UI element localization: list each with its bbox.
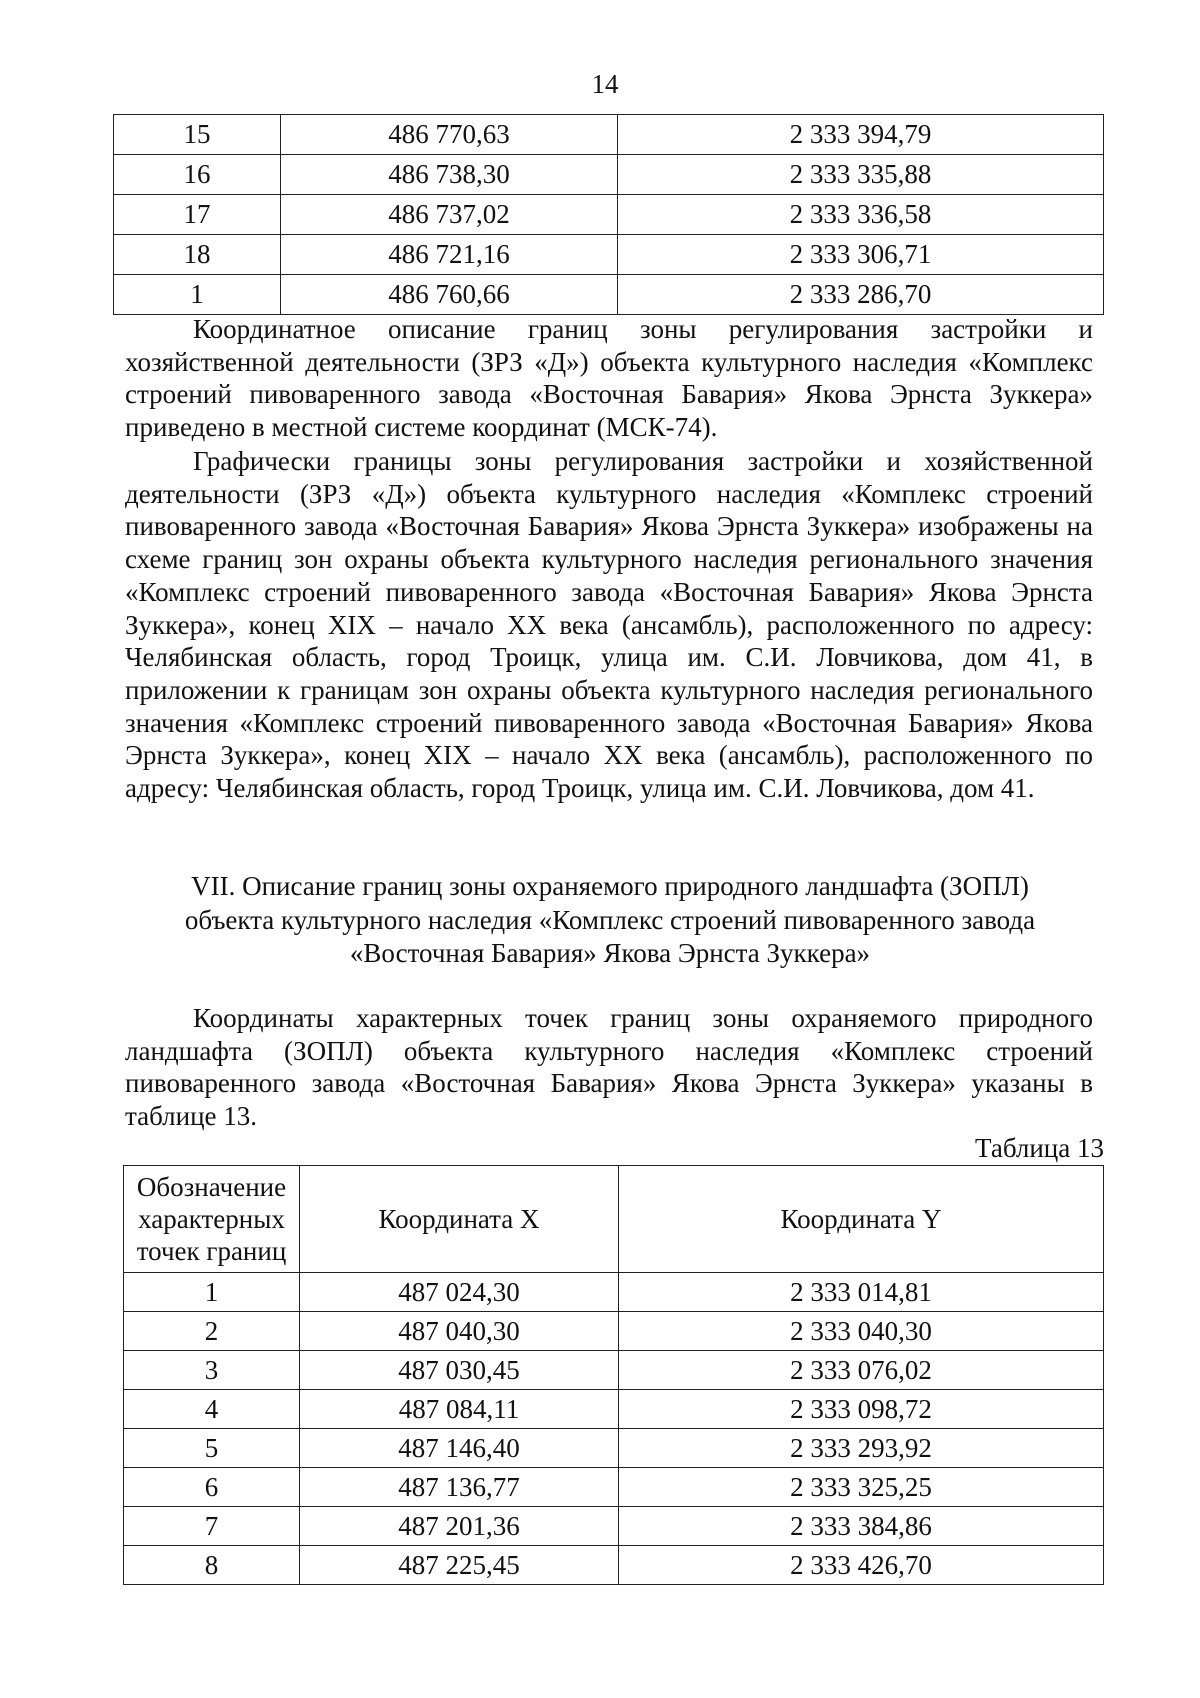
table-row: [124, 1351, 1104, 1390]
point-cell: 15: [114, 115, 281, 155]
y-coordinate-cell: 2 333 426,70: [619, 1546, 1104, 1585]
point-cell: 17: [114, 195, 281, 235]
y-coordinate-cell: 2 333 293,92: [619, 1429, 1104, 1468]
y-coordinate-cell: 2 333 286,70: [618, 275, 1104, 315]
point-cell: 5: [124, 1429, 300, 1468]
y-coordinate-cell: 2 333 098,72: [619, 1390, 1104, 1429]
point-cell: 16: [114, 155, 281, 195]
table-row: [114, 115, 1104, 155]
table-row: [124, 1468, 1104, 1507]
point-cell: 1: [124, 1273, 300, 1312]
x-coordinate-cell: 487 084,11: [300, 1390, 619, 1429]
header-line: Обозначение: [136, 1172, 287, 1202]
paragraph-coordinate-description: [125, 313, 1093, 444]
y-coordinate-cell: 2 333 306,71: [618, 235, 1104, 275]
point-cell: 6: [124, 1468, 300, 1507]
x-coordinate-cell: 486 770,63: [281, 115, 618, 155]
heading-line: объекта культурного наследия «Комплекс строений пивоваренного завода: [184, 904, 1036, 935]
table-row: [124, 1546, 1104, 1585]
x-coordinate-cell: 487 201,36: [300, 1507, 619, 1546]
y-coordinate-cell: 2 333 394,79: [618, 115, 1104, 155]
point-cell: 7: [124, 1507, 300, 1546]
heading-line: «Восточная Бавария» Якова Эрнста Зуккера»: [349, 938, 871, 968]
point-cell: 2: [124, 1312, 300, 1351]
y-coordinate-cell: 2 333 014,81: [619, 1273, 1104, 1312]
y-coordinate-cell: 2 333 336,58: [618, 195, 1104, 235]
table-row: [124, 1429, 1104, 1468]
paragraph-text: Координаты характерных точек границ зоны охраняемого природного ландшафта (ЗОПЛ) объекта культурного наследия «Комплекс строений пивоваренного завода «Восточная Бавария» Якова Эрнста Зуккера» указаны в таблице 13.: [125, 1003, 1093, 1132]
point-cell: 18: [114, 235, 281, 275]
header-line: точек границ: [136, 1236, 287, 1266]
x-coordinate-cell: 486 760,66: [281, 275, 618, 315]
y-coordinate-cell: 2 333 384,86: [619, 1507, 1104, 1546]
section-heading: [140, 870, 1080, 971]
paragraph-text: Координатное описание границ зоны регулирования застройки и хозяйственной деятельности (ЗРЗ «Д») объекта культурного наследия «Комплекс строений пивоваренного завода «Восточная Бавария» Якова Эрнста Зуккера» приведено в местной системе координат (МСК-74).: [125, 314, 1093, 443]
y-coordinate-cell: 2 333 076,02: [619, 1351, 1104, 1390]
x-coordinate-cell: 486 721,16: [281, 235, 618, 275]
table-row: [124, 1390, 1104, 1429]
coordinates-table-13: [123, 1165, 1104, 1585]
table-row: [114, 195, 1104, 235]
paragraph-text: Графически границы зоны регулирования застройки и хозяйственной деятельности (ЗРЗ «Д») объекта культурного наследия «Комплекс строений пивоваренного завода «Восточная Бавария» Якова Эрнста Зуккера» изображены на схеме границ зон охраны объекта культурного наследия регионального значения «Комплекс строений пивоваренного завода «Восточная Бавария» Якова Эрнста Зуккера», конец XIX – начало XX века (ансамбль), расположенного по адресу: Челябинская область, город Троицк, улица им. С.И. Ловчикова, дом 41, в приложении к границам зон охраны объекта культурного наследия регионального значения «Комплекс строений пивоваренного завода «Восточная Бавария» Якова Эрнста Зуккера», конец XIX – начало XX века (ансамбль), расположенного по адресу: Челябинская область, город Троицк, улица им. С.И. Ловчикова, дом 41.: [125, 446, 1093, 804]
table-row: [114, 155, 1104, 195]
point-cell: 3: [124, 1351, 300, 1390]
header-line: характерных: [138, 1204, 285, 1234]
table-header-row: [124, 1166, 1104, 1273]
point-cell: 1: [114, 275, 281, 315]
y-coordinate-cell: 2 333 325,25: [619, 1468, 1104, 1507]
x-coordinate-cell: 487 146,40: [300, 1429, 619, 1468]
y-coordinate-cell: 2 333 040,30: [619, 1312, 1104, 1351]
table-row: [114, 275, 1104, 315]
x-coordinate-cell: 487 136,77: [300, 1468, 619, 1507]
x-coordinate-cell: 487 225,45: [300, 1546, 619, 1585]
point-cell: 4: [124, 1390, 300, 1429]
table-caption: Таблица 13: [975, 1133, 1104, 1163]
x-coordinate-cell: 486 738,30: [281, 155, 618, 195]
x-coordinate-cell: 487 024,30: [300, 1273, 619, 1312]
table-row: [124, 1312, 1104, 1351]
point-cell: 8: [124, 1546, 300, 1585]
table-row: [124, 1273, 1104, 1312]
column-header-y: Координата Y: [619, 1166, 1104, 1273]
x-coordinate-cell: 486 737,02: [281, 195, 618, 235]
table-row: [124, 1507, 1104, 1546]
column-header-point: [124, 1166, 300, 1273]
page-number: 14: [591, 69, 619, 99]
table-row: [114, 235, 1104, 275]
paragraph-table-reference: [125, 1002, 1093, 1133]
x-coordinate-cell: 487 040,30: [300, 1312, 619, 1351]
heading-line: VII. Описание границ зоны охраняемого природного ландшафта (ЗОПЛ): [191, 871, 1029, 901]
coordinates-table-continued: [113, 114, 1104, 315]
y-coordinate-cell: 2 333 335,88: [618, 155, 1104, 195]
paragraph-graphic-description: [125, 445, 1093, 805]
column-header-x: Координата X: [300, 1166, 619, 1273]
x-coordinate-cell: 487 030,45: [300, 1351, 619, 1390]
